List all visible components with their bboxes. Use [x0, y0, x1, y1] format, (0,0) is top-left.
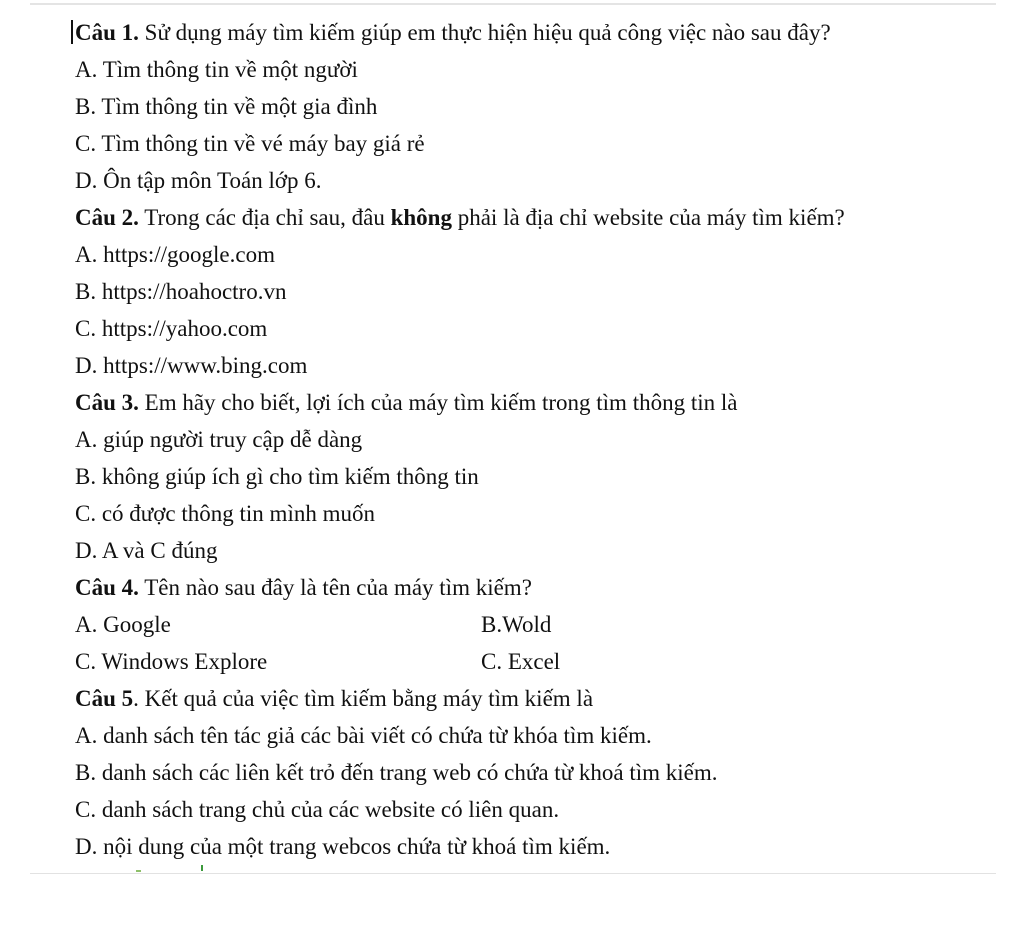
answer-option: B. danh sách các liên kết trỏ đến trang web có chứa từ khoá tìm kiếm. — [75, 760, 718, 785]
decorative-mark — [201, 865, 203, 871]
question-4 — [75, 569, 975, 606]
decorative-mark — [136, 870, 141, 872]
answer-option: C. danh sách trang chủ của các website có liên quan. — [75, 797, 560, 822]
question-text-before: Trong các địa chỉ sau, đâu — [138, 205, 391, 230]
answer-option: A. Google — [75, 612, 171, 637]
quiz-document — [75, 14, 975, 865]
question-5 — [75, 680, 975, 717]
answer-option: C. Tìm thông tin về vé máy bay giá rẻ — [75, 131, 425, 156]
answer-option: D. A và C đúng — [75, 538, 218, 563]
answer-option: D. nội dung của một trang webcos chứa từ khoá tìm kiếm. — [75, 834, 611, 859]
question-number: Câu 3. — [75, 390, 139, 415]
question-number: Câu 2. — [75, 205, 139, 230]
question-1 — [75, 14, 975, 51]
answer-option: A. Tìm thông tin về một người — [75, 57, 358, 82]
question-2 — [75, 199, 975, 236]
question-3 — [75, 384, 975, 421]
answer-option: C. Excel — [481, 649, 561, 674]
question-number: Câu 1. — [75, 20, 139, 45]
answer-option: C. có được thông tin mình muốn — [75, 501, 375, 526]
question-number: Câu 5 — [75, 686, 134, 711]
answer-option: B. Tìm thông tin về một gia đình — [75, 94, 378, 119]
question-text: Tên nào sau đây là tên của máy tìm kiếm? — [138, 575, 532, 600]
answer-option: A. giúp người truy cập dễ dàng — [75, 427, 363, 452]
answer-option: D. https://www.bing.com — [75, 353, 308, 378]
answer-option: D. Ôn tập môn Toán lớp 6. — [75, 168, 322, 193]
question-text: Em hãy cho biết, lợi ích của máy tìm kiếm trong tìm thông tin là — [138, 390, 738, 415]
text-cursor — [71, 20, 73, 44]
answer-option: C. Windows Explore — [75, 649, 268, 674]
answer-row — [75, 643, 975, 680]
answer-option: A. danh sách tên tác giả các bài viết có chứa từ khóa tìm kiếm. — [75, 723, 652, 748]
question-text-after: phải là địa chỉ website của máy tìm kiếm? — [451, 205, 845, 230]
top-page-border — [30, 3, 996, 5]
question-number: Câu 4. — [75, 575, 139, 600]
answer-option: C. https://yahoo.com — [75, 316, 268, 341]
answer-option: B.Wold — [481, 612, 552, 637]
question-text: Sử dụng máy tìm kiếm giúp em thực hiện hiệu quả công việc nào sau đây? — [138, 20, 831, 45]
bottom-page-border — [30, 873, 996, 874]
answer-option: A. https://google.com — [75, 242, 275, 267]
answer-option: B. không giúp ích gì cho tìm kiếm thông tin — [75, 464, 479, 489]
question-text-emphasis: không — [390, 205, 452, 230]
answer-option: B. https://hoahoctro.vn — [75, 279, 287, 304]
answer-row — [75, 606, 975, 643]
question-text: . Kết quả của việc tìm kiếm bằng máy tìm kiếm là — [133, 686, 594, 711]
